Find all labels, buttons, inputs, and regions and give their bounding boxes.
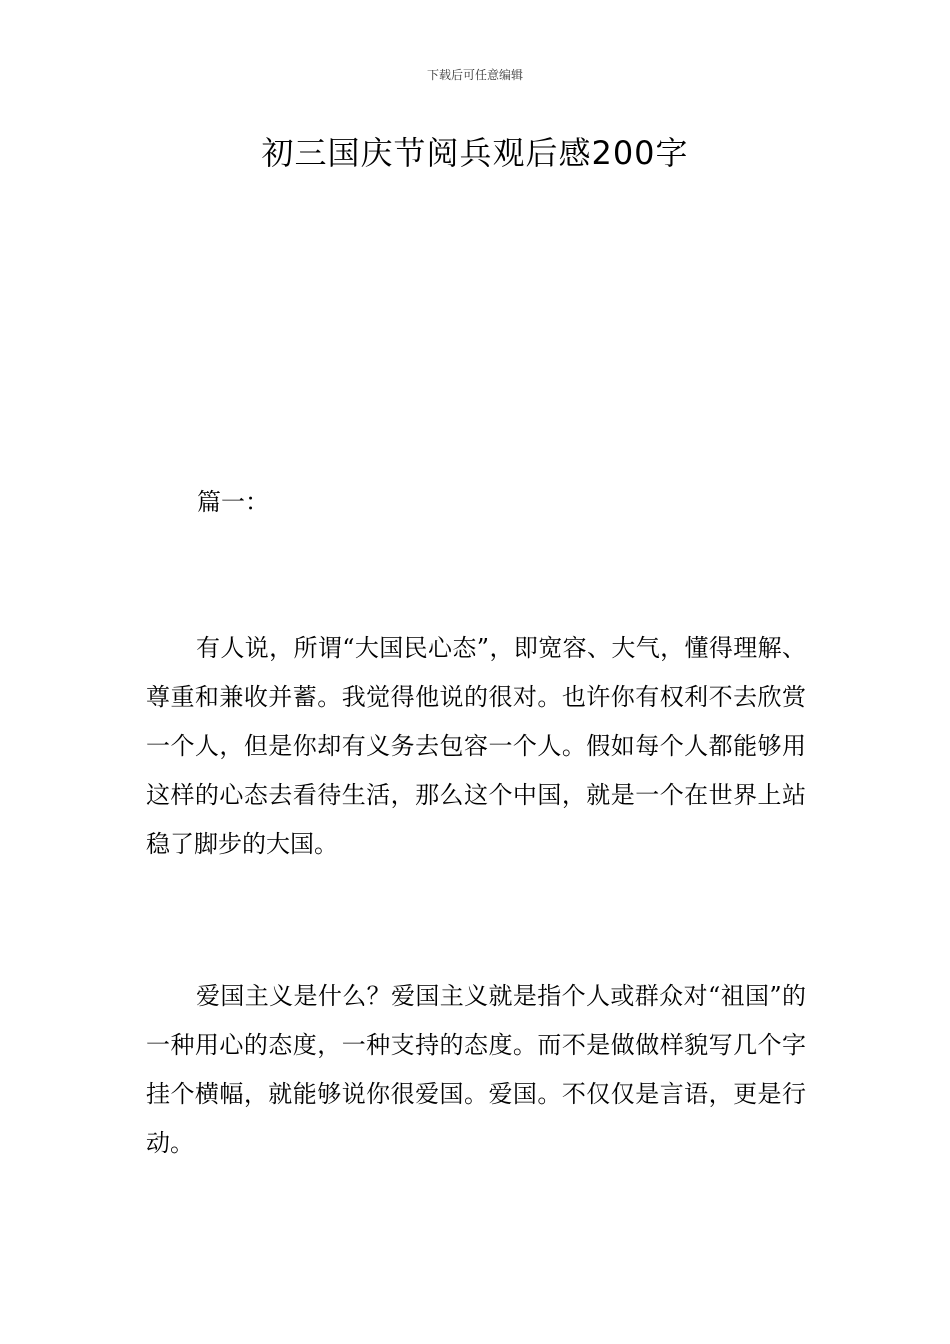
header-note: 下载后可任意编辑 <box>426 68 523 82</box>
paragraph-2: 爱国主义是什么？爱国主义就是指个人或群众对“祖国”的一种用心的态度，一种支持的态度。而不是做做样貌写几个字挂个横幅，就能够说你很爱国。爱国。不仅仅是言语，更是行动。 <box>146 982 806 1157</box>
section-heading: 篇一： <box>197 488 269 516</box>
paragraph-1: 有人说，所谓“大国民心态”，即宽容、大气，懂得理解、尊重和兼收并蓄。我觉得他说的很对。也许你有权利不去欣赏一个人，但是你却有义务去包容一个人。假如每个人都能够用这样的心态去看待生活，那么这个中国，就是一个在世界上站稳了脚步的大国。 <box>146 634 806 858</box>
document-title: 初三国庆节阅兵观后感200字 <box>261 134 689 172</box>
